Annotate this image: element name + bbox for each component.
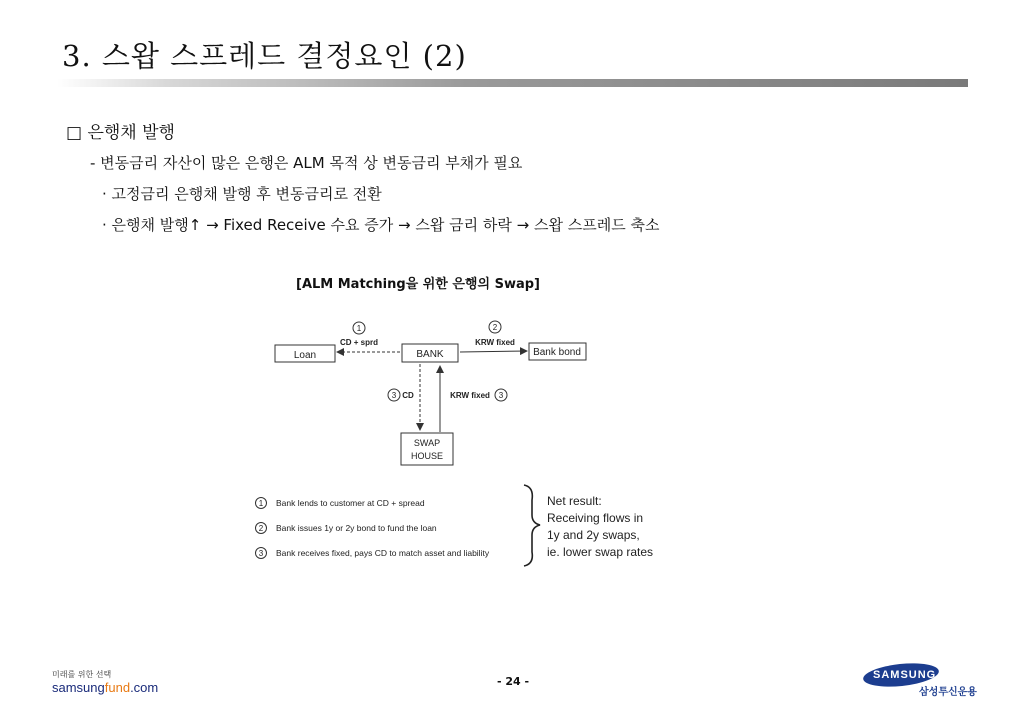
legend2-number: 2	[258, 524, 264, 533]
legend3-number: 3	[258, 549, 264, 558]
footer-url-main: samsung	[52, 680, 105, 695]
result-brace	[524, 485, 540, 566]
page-title: 3. 스왑 스프레드 결정요인 (2)	[62, 39, 467, 73]
result-line-3: 1y and 2y swaps,	[547, 528, 640, 542]
swap-house-label-2: HOUSE	[410, 451, 444, 461]
footer-tagline: 미래를 위한 선택	[52, 670, 112, 679]
result-line-2: Receiving flows in	[547, 511, 644, 525]
samsung-logo-text: SAMSUNG	[873, 669, 937, 681]
edge-krw-fixed-bond	[460, 351, 527, 352]
bullet-line-2: · 고정금리 은행채 발행 후 변동금리로 전환	[102, 185, 382, 203]
edge2-label: KRW fixed	[475, 338, 515, 347]
diagram-caption: [ALM Matching을 위한 은행의 Swap]	[296, 277, 540, 292]
edge3a-label: CD	[402, 391, 414, 400]
legend3-text: Bank receives fixed, pays CD to match asset and liability	[276, 548, 490, 558]
footer-url[interactable]	[52, 680, 158, 695]
edge3b-number: 3	[498, 391, 504, 400]
edge1-label: CD + sprd	[339, 338, 379, 347]
section-heading: □ 은행채 발행	[66, 123, 175, 143]
legend2-text: Bank issues 1y or 2y bond to fund the loan	[276, 523, 437, 533]
edge3b-label: KRW fixed	[450, 391, 490, 400]
result-line-4: ie. lower swap rates	[547, 545, 654, 559]
result-line-1: Net result:	[547, 494, 602, 508]
swap-house-label-1: SWAP	[413, 438, 441, 448]
bank-bond-label: Bank bond	[533, 347, 581, 358]
legend1-number: 1	[258, 499, 264, 508]
company-name: 삼성투신운용	[919, 687, 977, 698]
loan-label: Loan	[293, 350, 317, 361]
edge2-number: 2	[492, 323, 498, 332]
footer-url-highlight: fund	[104, 680, 131, 695]
edge3a-number: 3	[391, 391, 397, 400]
footer-url-tail: .com	[130, 680, 159, 695]
edge1-number: 1	[356, 324, 362, 333]
bullet-line-3: · 은행채 발행↑ → Fixed Receive 수요 증가 → 스왑 금리 하락 → 스왑 스프레드 축소	[102, 216, 660, 234]
bullet-line-1: - 변동금리 자산이 많은 은행은 ALM 목적 상 변동금리 부채가 필요	[90, 154, 523, 172]
page-number: - 24 -	[497, 675, 530, 688]
legend1-text: Bank lends to customer at CD + spread	[276, 498, 425, 508]
bank-label: BANK	[416, 349, 444, 360]
